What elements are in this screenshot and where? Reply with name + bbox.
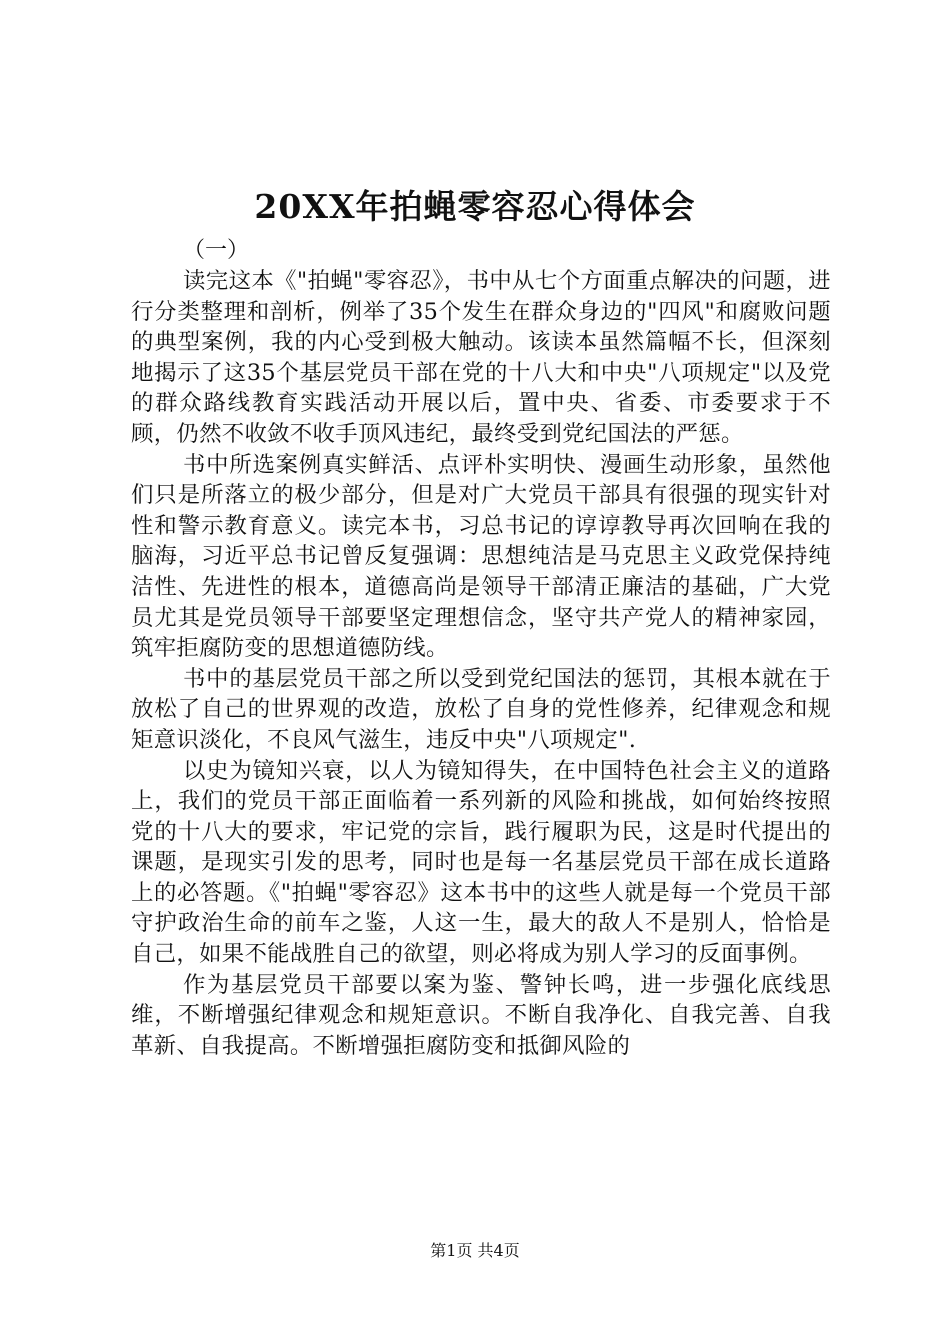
paragraph-2: 书中所选案例真实鲜活、点评朴实明快、漫画生动形象，虽然他们只是所落立的极少部分，但是对广大党员干部具有很强的现实针对性和警示教育意义。读完本书，习总书记的谆谆教导再次回响在我的脑海，习近平总书记曾反复强调：思想纯洁是马克思主义政党保持纯洁性、先进性的根本，道德高尚是领导干部清正廉洁的基础，广大党员尤其是党员领导干部要坚定理想信念，坚守共产党人的精神家园，筑牢拒腐防变的思想道德防线。 bbox=[131, 451, 831, 662]
document-body bbox=[131, 236, 831, 1061]
page-footer: 第1页 共4页 bbox=[430, 1241, 520, 1260]
section-label: （一） bbox=[183, 238, 250, 263]
paragraph-4: 以史为镜知兴衰，以人为镜知得失，在中国特色社会主义的道路上，我们的党员干部正面临着一系列新的风险和挑战，如何始终按照党的十八大的要求，牢记党的宗旨，践行履职为民，这是时代提出的课题，是现实引发的思考，同时也是每一名基层党员干部在成长道路上的必答题。《"拍蝇"零容忍》这本书中的这些人就是每一个党员干部守护政治生命的前车之鉴，人这一生，最大的敌人不是别人，恰恰是自己，如果不能战胜自己的欲望，则必将成为别人学习的反面事例。 bbox=[131, 757, 831, 968]
paragraph-1: 读完这本《"拍蝇"零容忍》，书中从七个方面重点解决的问题，进行分类整理和剖析，例举了35个发生在群众身边的"四风"和腐败问题的典型案例，我的内心受到极大触动。该读本虽然篇幅不长，但深刻地揭示了这35个基层党员干部在党的十八大和中央"八项规定"以及党的群众路线教育实践活动开展以后，置中央、省委、市委要求于不顾，仍然不收敛不收手顶风违纪，最终受到党纪国法的严惩。 bbox=[131, 268, 831, 447]
document-title: 20XX年拍蝇零容忍心得体会 bbox=[254, 187, 696, 226]
paragraph-3: 书中的基层党员干部之所以受到党纪国法的惩罚，其根本就在于放松了自己的世界观的改造，放松了自身的党性修养，纪律观念和规矩意识淡化，不良风气滋生，违反中央"八项规定". bbox=[131, 665, 831, 753]
paragraph-5: 作为基层党员干部要以案为鉴、警钟长鸣，进一步强化底线思维，不断增强纪律观念和规矩意识。不断自我净化、自我完善、自我革新、自我提高。不断增强拒腐防变和抵御风险的 bbox=[131, 971, 831, 1059]
